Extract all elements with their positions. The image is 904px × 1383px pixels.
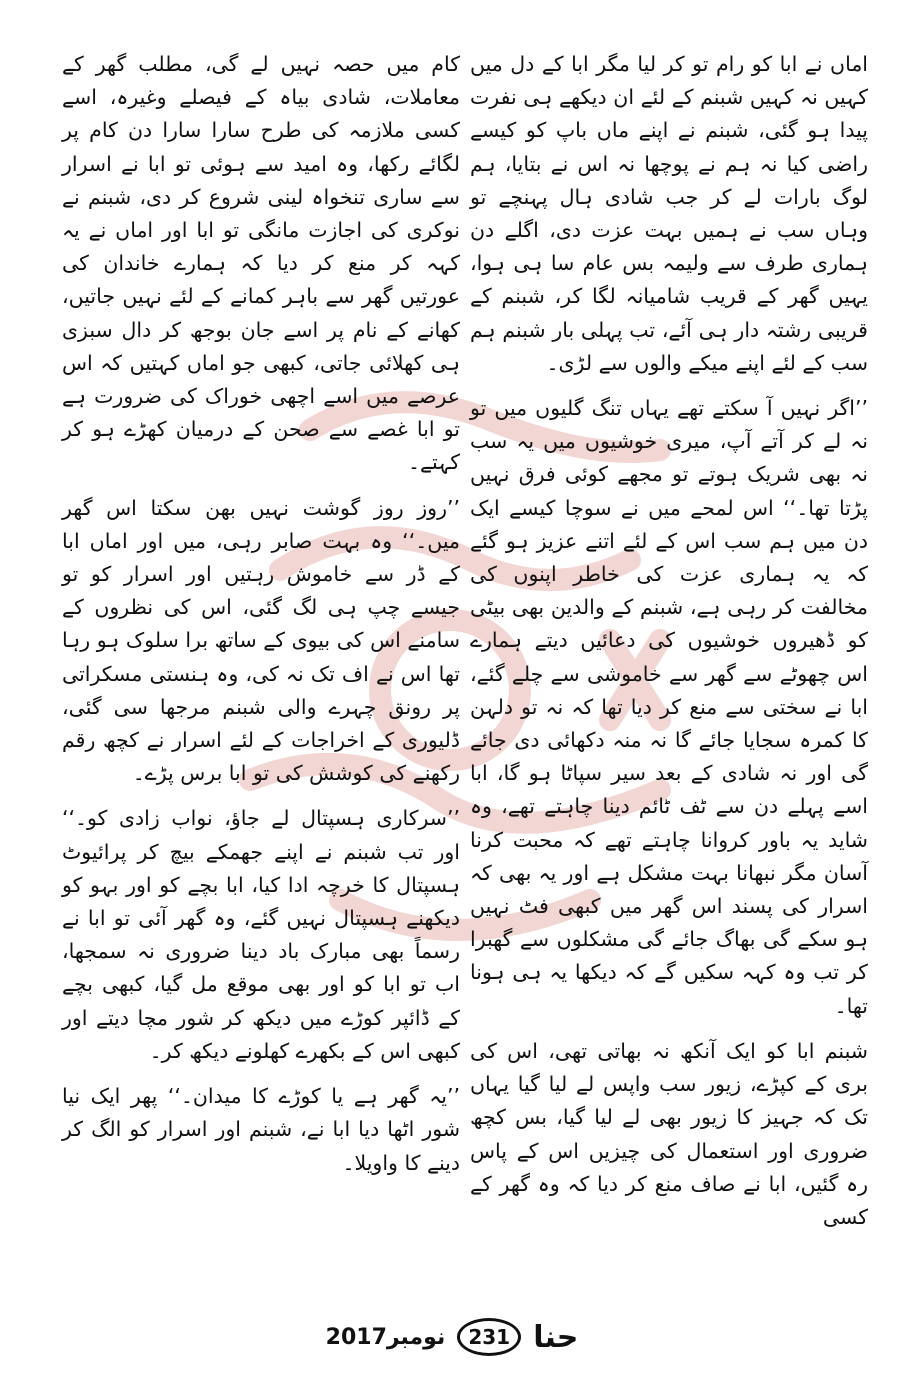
- paragraph: کام میں حصہ نہیں لے گی، مطلب گھر کے معاملات، شادی بیاہ کے فیصلے وغیرہ، اسے کسی ملازمہ کی طرح سارا سارا دن کام پر لگائے رکھا، وہ امید سے ہوئی تو ابا نے اسرار سے ساری تنخواہ لینی شروع کر دی، شبنم نے نوکری کی اجازت مانگی تو ابا اور اماں نے یہ کہہ کر منع کر دیا کہ ہمارے خاندان کی عورتیں گھر سے باہر کمانے کے لئے نہیں جاتیں، کھانے کے نام پر اسے جان بوجھ کر دال سبزی ہی کھلائی جاتی، کبھی جو اماں کہتیں کہ اس عرصے میں اسے اچھی خوراک کی ضرورت ہے تو ابا غصے سے صحن کے درمیان کھڑے ہو کر کہتے۔: [62, 52, 460, 475]
- page-number: 231: [457, 1318, 521, 1356]
- paragraph: ’’یہ گھر ہے یا کوڑے کا میدان۔‘‘ پھر ایک نیا شور اٹھا دیا ابا نے، شبنم اور اسرار کو الگ کر دینے کا واویلا۔: [62, 1084, 460, 1175]
- paragraph: ’’روز روز گوشت نہیں بھن سکتا اس گھر میں۔‘‘ وہ بہت صابر رہی، میں اور اماں ابا کے ڈر سے خاموش رہتیں اور اسرار کو تو جیسے چپ ہی لگ گئی، اس کی نظروں کے سامنے اس کی بیوی کے ساتھ برا سلوک ہو رہا تھا اس نے اف تک نہ کی، وہ ہنستی مسکراتی پر رونق چہرے والی شبنم مرجھا سی گئی، ڈلیوری کے اخراجات کے لئے اسرار نے کچھ رقم رکھنے کی کوشش کی تو ابا برس پڑے۔: [62, 495, 460, 786]
- paragraph: ’’سرکاری ہسپتال لے جاؤ، نواب زادی کو۔‘‘ اور تب شبنم نے اپنے جھمکے بیچ کر پرائیوٹ ہسپتال کا خرچہ ادا کیا، ابا بچے کو اور بہو کو دیکھنے ہسپتال نہیں گئے، وہ گھر آئی تو ابا نے رسماً بھی مبارک باد دینا ضروری نہ سمجھا، اب تو ابا کو اور بھی موقع مل گیا، کبھی بچے کے ڈائپر کوڑے میں دیکھ کر شور مچا دیتے اور کبھی اس کے بکھرے کھلونے دیکھ کر۔: [62, 806, 460, 1063]
- text-column-left: [62, 48, 460, 1192]
- magazine-name: حنا: [533, 1319, 579, 1355]
- paragraph: ’’اگر نہیں آ سکتے تھے یہاں تنگ گلیوں میں تو نہ لے کر آتے آپ، میری خوشیوں میں یہ سب نہ بھی شریک ہوتے تو مجھے کوئی فرق نہیں پڑتا تھا۔‘‘ اس لمحے میں نے سوچا کیسے ایک دن میں ہم سب اس کے لئے اتنے عزیز ہو گئے کہ یہ ہماری عزت کی خاطر اپنوں کی مخالفت کر رہی ہے، شبنم کے والدین بھی بیٹی کو ڈھیروں خوشیوں کی دعائیں دیتے ہمارے اس چھوٹے سے گھر سے خاموشی سے چلے گئے، ابا نے سختی سے منع کر دیا تھا کہ نہ تو دلہن کا کمرہ سجایا جائے گا نہ منہ دکھائی دی جائے گی اور نہ شادی کے بعد سیر سپاٹا ہو گا، ابا اسے پہلے دن سے ٹف ٹائم دینا چاہتے تھے، وہ شاید یہ باور کروانا چاہتے تھے کہ محبت کرنا آسان مگر نبھانا بہت مشکل ہے اور یہ بھی کہ اسرار کی پسند اس گھر میں کبھی فٹ نہیں ہو سکے گی بھاگ جائے گی مشکلوں سے گھبرا کر تب وہ کہہ سکیں گے کہ دیکھا یہ ہی ہونا تھا۔: [470, 396, 868, 1018]
- paragraph: شبنم ابا کو ایک آنکھ نہ بھاتی تھی، اس کی بری کے کپڑے، زیور سب واپس لے لیا گیا یہاں تک کہ جہیز کا زیور بھی لے لیا گیا، بس کچھ ضروری اور استعمال کی چیزیں اس کے پاس رہ گئیں، ابا نے صاف منع کر دیا کہ وہ گھر کے کسی: [470, 1038, 868, 1229]
- issue-date: نومبر2017: [325, 1324, 446, 1350]
- page-footer: [0, 1312, 904, 1362]
- paragraph: اماں نے ابا کو رام تو کر لیا مگر ابا کے دل میں کہیں نہ کہیں شبنم کے لئے ان دیکھے ہی نفرت پیدا ہو گئی، شبنم نے اپنے ماں باپ کو کیسے راضی کیا نہ ہم نے پوچھا نہ اس نے بتایا، ہم لوگ بارات لے کر جب شادی ہال پہنچے تو وہاں سب نے ہمیں بہت عزت دی، اگلے دن ہماری طرف سے ولیمہ بس عام سا ہی ہوا، یہیں گھر کے قریب شامیانہ لگا کر، شبنم کے قریبی رشتہ دار ہی آئے، تب پہلی بار شبنم ہم سب کے لئے اپنے میکے والوں سے لڑی۔: [470, 52, 868, 375]
- text-column-right: [470, 48, 868, 1246]
